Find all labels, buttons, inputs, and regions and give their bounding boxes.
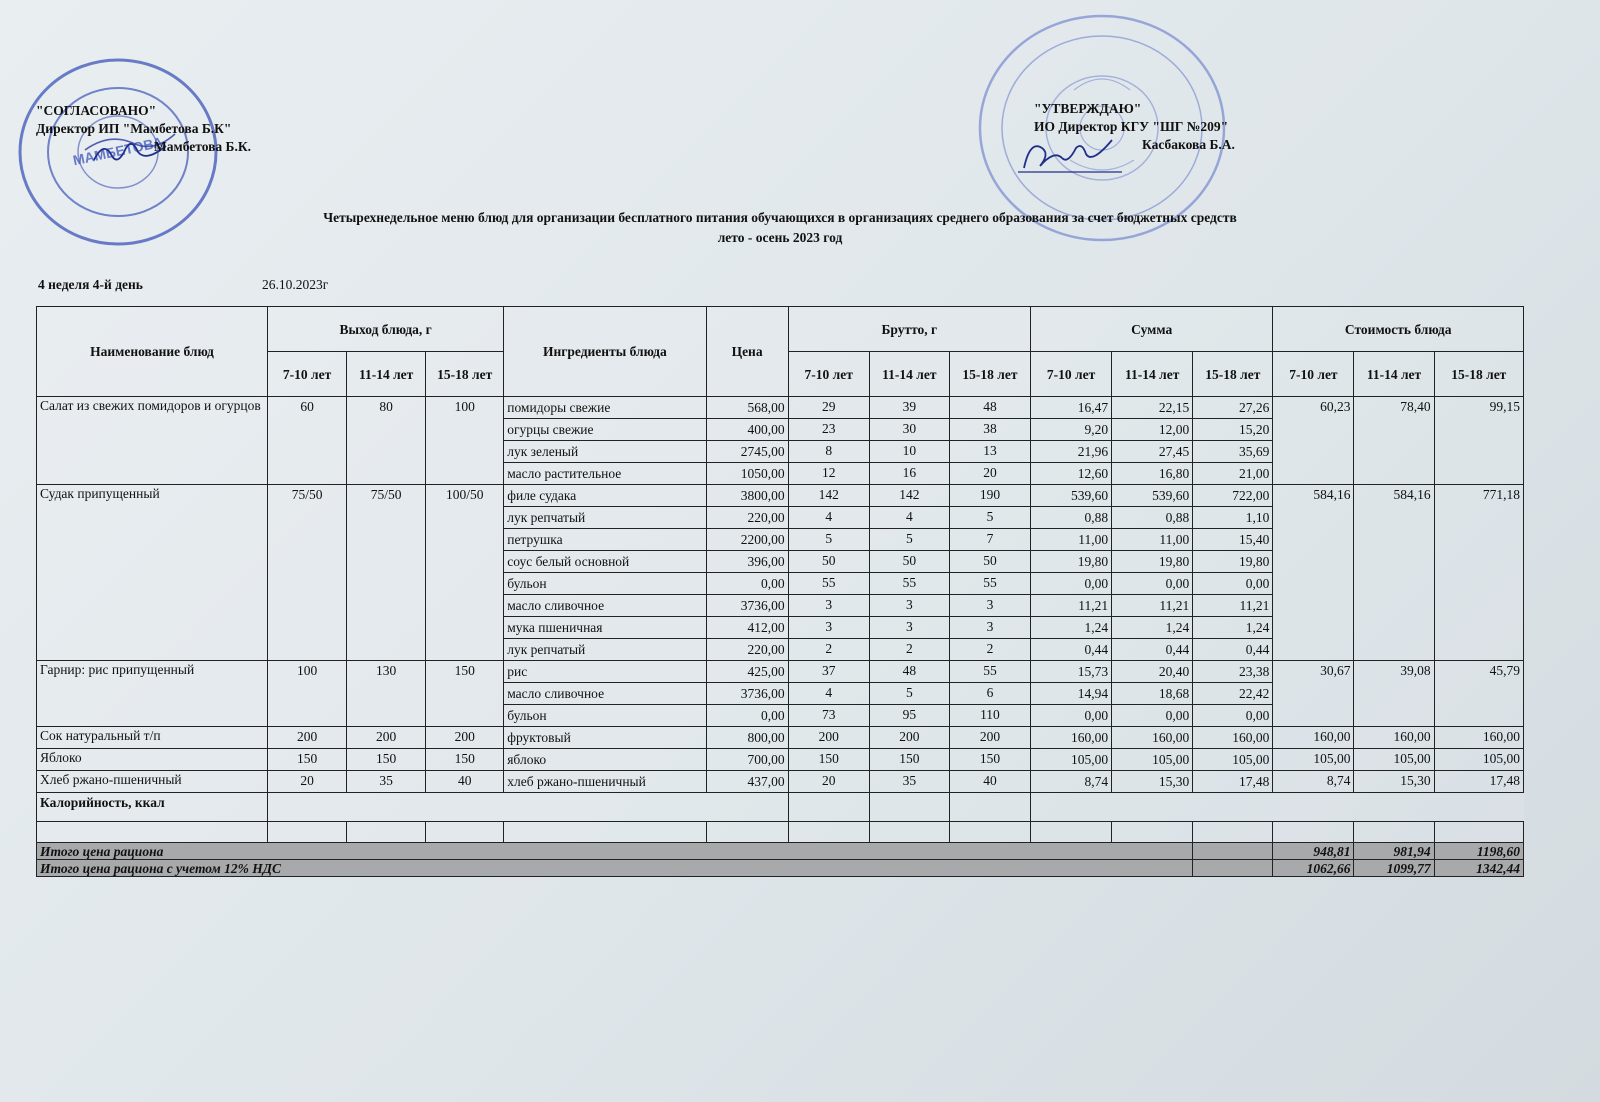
blank-cell bbox=[504, 822, 706, 843]
ingredient-name: лук репчатый bbox=[504, 507, 706, 529]
sum-15-18: 722,00 bbox=[1193, 485, 1273, 507]
brutto-11-14: 3 bbox=[869, 617, 949, 639]
sum-7-10: 0,88 bbox=[1031, 507, 1112, 529]
total-row bbox=[37, 843, 1524, 860]
date-label: 26.10.2023г bbox=[262, 277, 329, 292]
cost-age-7-10: 7-10 лет bbox=[1273, 352, 1354, 397]
sum-age-11-14: 11-14 лет bbox=[1112, 352, 1193, 397]
dish-cost-7-10: 584,16 bbox=[1273, 485, 1354, 661]
sum-11-14: 105,00 bbox=[1112, 749, 1193, 771]
brutto-11-14: 95 bbox=[869, 705, 949, 727]
sum-11-14: 0,00 bbox=[1112, 705, 1193, 727]
brutto-11-14: 4 bbox=[869, 507, 949, 529]
total-row bbox=[37, 860, 1524, 877]
document-title bbox=[0, 208, 1560, 248]
ingredient-price: 396,00 bbox=[706, 551, 788, 573]
left-name: Мамбетова Б.К. bbox=[154, 139, 251, 154]
brutto-age-11-14: 11-14 лет bbox=[869, 352, 949, 397]
ingredient-price: 1050,00 bbox=[706, 463, 788, 485]
brutto-11-14: 10 bbox=[869, 441, 949, 463]
ingredient-name: масло растительное bbox=[504, 463, 706, 485]
brutto-7-10: 12 bbox=[788, 463, 869, 485]
sum-15-18: 160,00 bbox=[1193, 727, 1273, 749]
brutto-15-18: 2 bbox=[949, 639, 1030, 661]
brutto-7-10: 55 bbox=[788, 573, 869, 595]
brutto-15-18: 3 bbox=[949, 617, 1030, 639]
yield-15-18: 150 bbox=[426, 661, 504, 727]
brutto-7-10: 2 bbox=[788, 639, 869, 661]
yield-age-11-14: 11-14 лет bbox=[347, 352, 426, 397]
brutto-7-10: 23 bbox=[788, 419, 869, 441]
approval-left-block bbox=[36, 102, 251, 156]
dish-cost-15-18: 160,00 bbox=[1434, 727, 1523, 749]
sum-15-18: 22,42 bbox=[1193, 683, 1273, 705]
dish-cost-11-14: 160,00 bbox=[1354, 727, 1434, 749]
total-7-10: 1062,66 bbox=[1273, 860, 1354, 877]
ingredient-name: соус белый основной bbox=[504, 551, 706, 573]
dish-cost-7-10: 30,67 bbox=[1273, 661, 1354, 727]
brutto-11-14: 55 bbox=[869, 573, 949, 595]
total-15-18: 1198,60 bbox=[1434, 843, 1523, 860]
menu-table-body bbox=[37, 397, 1524, 877]
calories-row bbox=[37, 793, 1524, 822]
sum-7-10: 160,00 bbox=[1031, 727, 1112, 749]
ingredient-price: 437,00 bbox=[706, 771, 788, 793]
sum-15-18: 23,38 bbox=[1193, 661, 1273, 683]
brutto-15-18: 110 bbox=[949, 705, 1030, 727]
header-sum: Сумма bbox=[1031, 307, 1273, 352]
svg-text:МАМБЕТОВА: МАМБЕТОВА bbox=[71, 133, 165, 169]
total-11-14: 981,94 bbox=[1354, 843, 1434, 860]
total-label: Итого цена рациона с учетом 12% НДС bbox=[37, 860, 1193, 877]
blank-cell bbox=[1031, 822, 1112, 843]
sum-age-7-10: 7-10 лет bbox=[1031, 352, 1112, 397]
sum-7-10: 15,73 bbox=[1031, 661, 1112, 683]
brutto-7-10: 3 bbox=[788, 617, 869, 639]
header-price: Цена bbox=[706, 307, 788, 397]
sum-11-14: 22,15 bbox=[1112, 397, 1193, 419]
brutto-7-10: 200 bbox=[788, 727, 869, 749]
brutto-11-14: 3 bbox=[869, 595, 949, 617]
ingredient-name: хлеб ржано-пшеничный bbox=[504, 771, 706, 793]
brutto-15-18: 20 bbox=[949, 463, 1030, 485]
brutto-15-18: 55 bbox=[949, 573, 1030, 595]
ingredient-price: 568,00 bbox=[706, 397, 788, 419]
yield-15-18: 100 bbox=[426, 397, 504, 485]
yield-15-18: 100/50 bbox=[426, 485, 504, 661]
ingredient-price: 800,00 bbox=[706, 727, 788, 749]
sum-7-10: 0,00 bbox=[1031, 573, 1112, 595]
approval-right-block bbox=[1034, 100, 1235, 154]
ingredient-price: 3736,00 bbox=[706, 683, 788, 705]
sum-7-10: 11,21 bbox=[1031, 595, 1112, 617]
brutto-15-18: 5 bbox=[949, 507, 1030, 529]
brutto-age-15-18: 15-18 лет bbox=[949, 352, 1030, 397]
ingredient-name: мука пшеничная bbox=[504, 617, 706, 639]
yield-15-18: 150 bbox=[426, 749, 504, 771]
table-row bbox=[37, 485, 1524, 507]
ingredient-name: масло сливочное bbox=[504, 595, 706, 617]
sum-7-10: 14,94 bbox=[1031, 683, 1112, 705]
calories-empty bbox=[268, 793, 789, 822]
yield-11-14: 150 bbox=[347, 749, 426, 771]
sum-15-18: 1,24 bbox=[1193, 617, 1273, 639]
cost-age-11-14: 11-14 лет bbox=[1354, 352, 1434, 397]
sum-7-10: 19,80 bbox=[1031, 551, 1112, 573]
brutto-11-14: 5 bbox=[869, 683, 949, 705]
ingredient-price: 220,00 bbox=[706, 507, 788, 529]
yield-age-15-18: 15-18 лет bbox=[426, 352, 504, 397]
yield-11-14: 130 bbox=[347, 661, 426, 727]
brutto-11-14: 48 bbox=[869, 661, 949, 683]
total-pad bbox=[1193, 860, 1273, 877]
brutto-7-10: 3 bbox=[788, 595, 869, 617]
blank-cell bbox=[347, 822, 426, 843]
blank-cell bbox=[426, 822, 504, 843]
left-position: Директор ИП "Мамбетова Б.К" bbox=[36, 121, 232, 136]
total-7-10: 948,81 bbox=[1273, 843, 1354, 860]
dish-cost-11-14: 584,16 bbox=[1354, 485, 1434, 661]
right-title: "УТВЕРЖДАЮ" bbox=[1034, 101, 1142, 116]
sum-11-14: 11,00 bbox=[1112, 529, 1193, 551]
title-line-1: Четырехнедельное меню блюд для организации бесплатного питания обучающихся в организациях среднего образования за счет бюджетных средств bbox=[323, 210, 1237, 225]
brutto-15-18: 6 bbox=[949, 683, 1030, 705]
total-11-14: 1099,77 bbox=[1354, 860, 1434, 877]
brutto-7-10: 37 bbox=[788, 661, 869, 683]
ingredient-price: 400,00 bbox=[706, 419, 788, 441]
left-title: "СОГЛАСОВАНО" bbox=[36, 103, 157, 118]
brutto-11-14: 2 bbox=[869, 639, 949, 661]
yield-7-10: 150 bbox=[268, 749, 347, 771]
brutto-7-10: 4 bbox=[788, 683, 869, 705]
brutto-15-18: 40 bbox=[949, 771, 1030, 793]
total-15-18: 1342,44 bbox=[1434, 860, 1523, 877]
sum-11-14: 0,88 bbox=[1112, 507, 1193, 529]
ingredient-name: петрушка bbox=[504, 529, 706, 551]
brutto-11-14: 200 bbox=[869, 727, 949, 749]
day-label: 4 неделя 4-й день bbox=[38, 277, 143, 292]
sum-15-18: 17,48 bbox=[1193, 771, 1273, 793]
brutto-age-7-10: 7-10 лет bbox=[788, 352, 869, 397]
yield-age-7-10: 7-10 лет bbox=[268, 352, 347, 397]
right-name: Касбакова Б.А. bbox=[1142, 137, 1235, 152]
blank-cell bbox=[706, 822, 788, 843]
brutto-15-18: 50 bbox=[949, 551, 1030, 573]
sum-7-10: 16,47 bbox=[1031, 397, 1112, 419]
dish-cost-11-14: 15,30 bbox=[1354, 771, 1434, 793]
brutto-7-10: 150 bbox=[788, 749, 869, 771]
ingredient-name: филе судака bbox=[504, 485, 706, 507]
ingredient-price: 3736,00 bbox=[706, 595, 788, 617]
sum-11-14: 11,21 bbox=[1112, 595, 1193, 617]
sum-11-14: 20,40 bbox=[1112, 661, 1193, 683]
header-cost: Стоимость блюда bbox=[1273, 307, 1524, 352]
header-dish: Наименование блюд bbox=[37, 307, 268, 397]
brutto-11-14: 50 bbox=[869, 551, 949, 573]
sum-15-18: 35,69 bbox=[1193, 441, 1273, 463]
dish-cost-11-14: 39,08 bbox=[1354, 661, 1434, 727]
sum-11-14: 27,45 bbox=[1112, 441, 1193, 463]
yield-15-18: 200 bbox=[426, 727, 504, 749]
brutto-15-18: 55 bbox=[949, 661, 1030, 683]
table-row bbox=[37, 727, 1524, 749]
ingredient-name: масло сливочное bbox=[504, 683, 706, 705]
ingredient-price: 0,00 bbox=[706, 705, 788, 727]
header-yield: Выход блюда, г bbox=[268, 307, 504, 352]
sum-7-10: 12,60 bbox=[1031, 463, 1112, 485]
dish-name: Салат из свежих помидоров и огурцов bbox=[37, 397, 268, 485]
ingredient-price: 700,00 bbox=[706, 749, 788, 771]
dish-name: Гарнир: рис припущенный bbox=[37, 661, 268, 727]
dish-cost-15-18: 17,48 bbox=[1434, 771, 1523, 793]
ingredient-name: яблоко bbox=[504, 749, 706, 771]
brutto-15-18: 3 bbox=[949, 595, 1030, 617]
blank-cell bbox=[1434, 822, 1523, 843]
sum-7-10: 21,96 bbox=[1031, 441, 1112, 463]
total-pad bbox=[1193, 843, 1273, 860]
sum-11-14: 12,00 bbox=[1112, 419, 1193, 441]
right-position: ИО Директор КГУ "ШГ №209" bbox=[1034, 119, 1229, 134]
yield-7-10: 20 bbox=[268, 771, 347, 793]
brutto-15-18: 13 bbox=[949, 441, 1030, 463]
title-line-2: лето - осень 2023 год bbox=[717, 230, 843, 245]
sum-11-14: 18,68 bbox=[1112, 683, 1193, 705]
dish-cost-15-18: 99,15 bbox=[1434, 397, 1523, 485]
sum-11-14: 0,00 bbox=[1112, 573, 1193, 595]
menu-table-wrap bbox=[36, 306, 1524, 877]
yield-7-10: 75/50 bbox=[268, 485, 347, 661]
menu-table bbox=[36, 306, 1524, 877]
sum-15-18: 105,00 bbox=[1193, 749, 1273, 771]
ingredient-price: 2745,00 bbox=[706, 441, 788, 463]
yield-11-14: 200 bbox=[347, 727, 426, 749]
sum-15-18: 1,10 bbox=[1193, 507, 1273, 529]
dish-cost-7-10: 8,74 bbox=[1273, 771, 1354, 793]
ingredient-price: 0,00 bbox=[706, 573, 788, 595]
calories-trailing bbox=[1031, 793, 1524, 822]
table-row bbox=[37, 661, 1524, 683]
brutto-15-18: 7 bbox=[949, 529, 1030, 551]
sum-11-14: 539,60 bbox=[1112, 485, 1193, 507]
header-brutto: Брутто, г bbox=[788, 307, 1030, 352]
dish-name: Судак припущенный bbox=[37, 485, 268, 661]
yield-15-18: 40 bbox=[426, 771, 504, 793]
brutto-7-10: 142 bbox=[788, 485, 869, 507]
ingredient-name: лук репчатый bbox=[504, 639, 706, 661]
calories-7-10 bbox=[788, 793, 869, 822]
brutto-7-10: 29 bbox=[788, 397, 869, 419]
sum-15-18: 11,21 bbox=[1193, 595, 1273, 617]
sum-15-18: 15,40 bbox=[1193, 529, 1273, 551]
yield-11-14: 35 bbox=[347, 771, 426, 793]
sum-7-10: 1,24 bbox=[1031, 617, 1112, 639]
brutto-7-10: 50 bbox=[788, 551, 869, 573]
yield-11-14: 75/50 bbox=[347, 485, 426, 661]
table-row bbox=[37, 771, 1524, 793]
ingredient-name: бульон bbox=[504, 705, 706, 727]
blank-cell bbox=[949, 822, 1030, 843]
brutto-15-18: 190 bbox=[949, 485, 1030, 507]
dish-cost-7-10: 105,00 bbox=[1273, 749, 1354, 771]
brutto-11-14: 30 bbox=[869, 419, 949, 441]
brutto-11-14: 150 bbox=[869, 749, 949, 771]
ingredient-name: лук зеленый bbox=[504, 441, 706, 463]
ingredient-name: помидоры свежие bbox=[504, 397, 706, 419]
sum-7-10: 0,44 bbox=[1031, 639, 1112, 661]
brutto-11-14: 142 bbox=[869, 485, 949, 507]
ingredient-name: бульон bbox=[504, 573, 706, 595]
calories-11-14 bbox=[869, 793, 949, 822]
sum-15-18: 27,26 bbox=[1193, 397, 1273, 419]
sum-15-18: 0,00 bbox=[1193, 705, 1273, 727]
sum-11-14: 1,24 bbox=[1112, 617, 1193, 639]
sum-15-18: 0,44 bbox=[1193, 639, 1273, 661]
brutto-15-18: 38 bbox=[949, 419, 1030, 441]
sum-11-14: 19,80 bbox=[1112, 551, 1193, 573]
ingredient-name: фруктовый bbox=[504, 727, 706, 749]
dish-cost-15-18: 771,18 bbox=[1434, 485, 1523, 661]
sum-11-14: 16,80 bbox=[1112, 463, 1193, 485]
ingredient-price: 2200,00 bbox=[706, 529, 788, 551]
brutto-7-10: 73 bbox=[788, 705, 869, 727]
ingredient-price: 425,00 bbox=[706, 661, 788, 683]
sum-7-10: 539,60 bbox=[1031, 485, 1112, 507]
blank-cell bbox=[1112, 822, 1193, 843]
sum-15-18: 21,00 bbox=[1193, 463, 1273, 485]
dish-name: Хлеб ржано-пшеничный bbox=[37, 771, 268, 793]
blank-cell bbox=[1354, 822, 1434, 843]
blank-cell bbox=[1193, 822, 1273, 843]
blank-cell bbox=[869, 822, 949, 843]
brutto-11-14: 35 bbox=[869, 771, 949, 793]
dish-cost-11-14: 105,00 bbox=[1354, 749, 1434, 771]
sum-7-10: 105,00 bbox=[1031, 749, 1112, 771]
brutto-7-10: 8 bbox=[788, 441, 869, 463]
brutto-15-18: 48 bbox=[949, 397, 1030, 419]
dish-cost-7-10: 60,23 bbox=[1273, 397, 1354, 485]
blank-cell bbox=[268, 822, 347, 843]
sum-15-18: 15,20 bbox=[1193, 419, 1273, 441]
blank-cell bbox=[788, 822, 869, 843]
sum-11-14: 0,44 bbox=[1112, 639, 1193, 661]
yield-7-10: 200 bbox=[268, 727, 347, 749]
sum-7-10: 8,74 bbox=[1031, 771, 1112, 793]
brutto-11-14: 39 bbox=[869, 397, 949, 419]
table-row bbox=[37, 397, 1524, 419]
dish-cost-7-10: 160,00 bbox=[1273, 727, 1354, 749]
yield-7-10: 100 bbox=[268, 661, 347, 727]
dish-cost-11-14: 78,40 bbox=[1354, 397, 1434, 485]
brutto-11-14: 5 bbox=[869, 529, 949, 551]
blank-cell bbox=[37, 822, 268, 843]
ingredient-name: огурцы свежие bbox=[504, 419, 706, 441]
dish-cost-15-18: 105,00 bbox=[1434, 749, 1523, 771]
ingredient-price: 3800,00 bbox=[706, 485, 788, 507]
sum-7-10: 11,00 bbox=[1031, 529, 1112, 551]
sum-age-15-18: 15-18 лет bbox=[1193, 352, 1273, 397]
table-row bbox=[37, 749, 1524, 771]
header-ingredients: Ингредиенты блюда bbox=[504, 307, 706, 397]
sum-15-18: 0,00 bbox=[1193, 573, 1273, 595]
brutto-15-18: 150 bbox=[949, 749, 1030, 771]
calories-label: Калорийность, ккал bbox=[37, 793, 268, 822]
brutto-7-10: 5 bbox=[788, 529, 869, 551]
sum-7-10: 0,00 bbox=[1031, 705, 1112, 727]
sum-7-10: 9,20 bbox=[1031, 419, 1112, 441]
brutto-7-10: 4 bbox=[788, 507, 869, 529]
sum-11-14: 15,30 bbox=[1112, 771, 1193, 793]
yield-11-14: 80 bbox=[347, 397, 426, 485]
brutto-11-14: 16 bbox=[869, 463, 949, 485]
dish-name: Сок натуральный т/п bbox=[37, 727, 268, 749]
calories-15-18 bbox=[949, 793, 1030, 822]
ingredient-price: 220,00 bbox=[706, 639, 788, 661]
blank-row bbox=[37, 822, 1524, 843]
brutto-15-18: 200 bbox=[949, 727, 1030, 749]
sum-15-18: 19,80 bbox=[1193, 551, 1273, 573]
ingredient-price: 412,00 bbox=[706, 617, 788, 639]
brutto-7-10: 20 bbox=[788, 771, 869, 793]
blank-cell bbox=[1273, 822, 1354, 843]
ingredient-name: рис bbox=[504, 661, 706, 683]
yield-7-10: 60 bbox=[268, 397, 347, 485]
sum-11-14: 160,00 bbox=[1112, 727, 1193, 749]
dish-cost-15-18: 45,79 bbox=[1434, 661, 1523, 727]
cost-age-15-18: 15-18 лет bbox=[1434, 352, 1523, 397]
dish-name: Яблоко bbox=[37, 749, 268, 771]
total-label: Итого цена рациона bbox=[37, 843, 1193, 860]
